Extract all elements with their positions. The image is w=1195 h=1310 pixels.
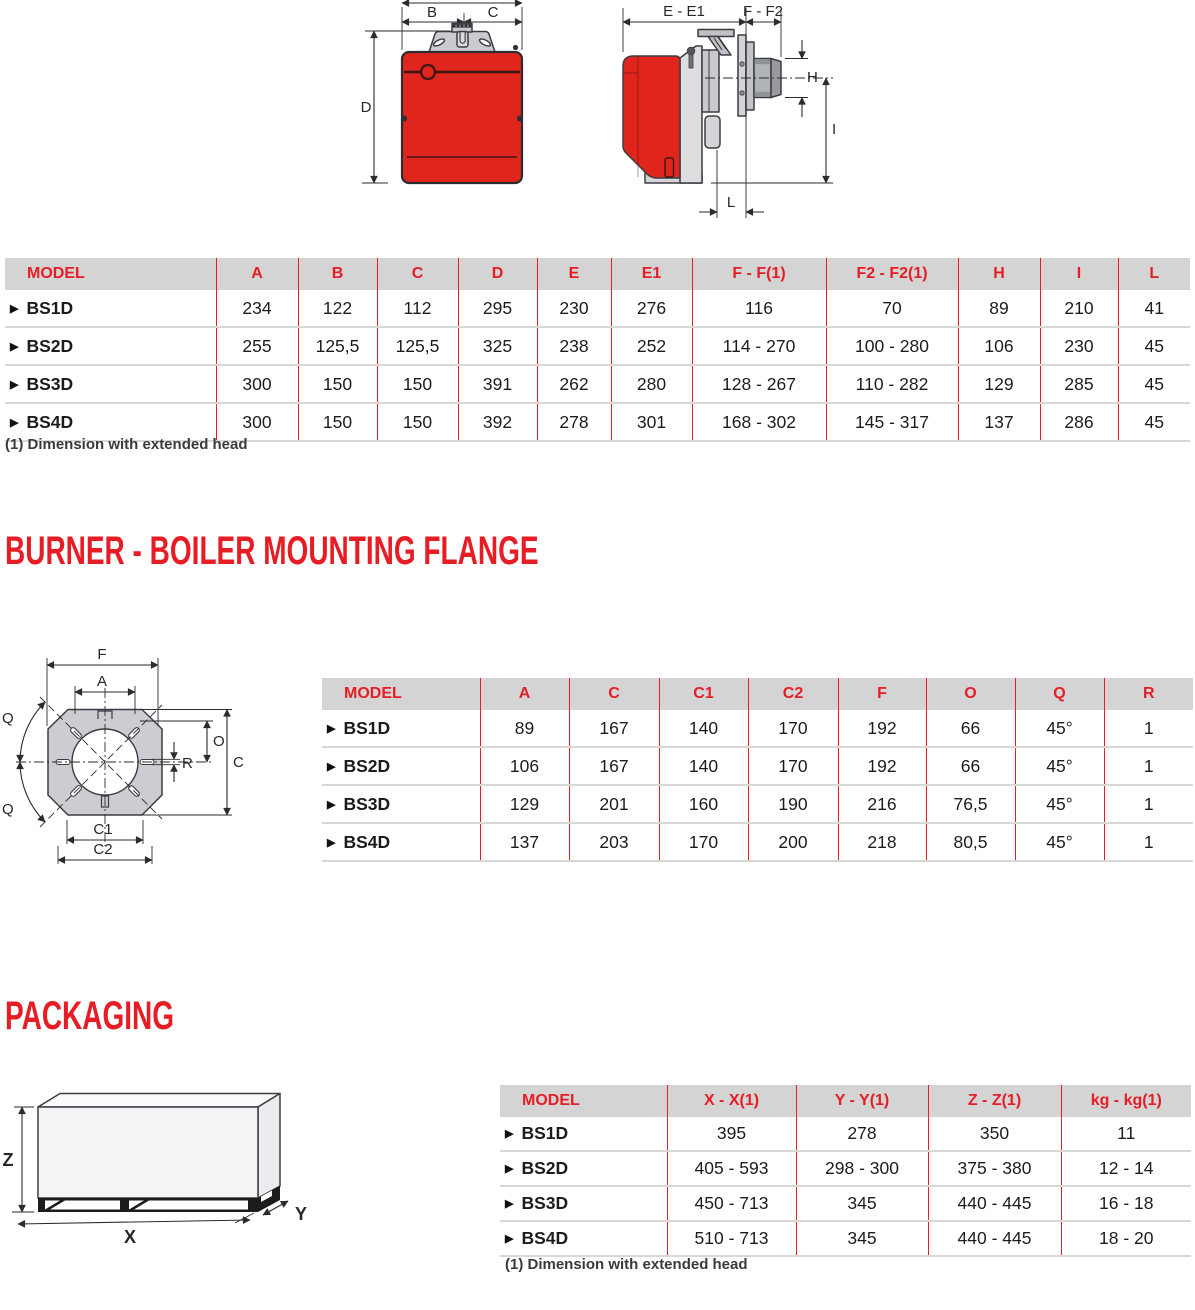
dim-label-c1: C1 <box>93 821 113 838</box>
value-cell: 45 <box>1118 403 1190 441</box>
value-cell: 1 <box>1104 785 1193 823</box>
flange-table <box>322 678 1193 862</box>
model-name: BS3D <box>343 793 391 814</box>
value-cell: 16 - 18 <box>1061 1186 1191 1221</box>
value-cell: 300 <box>216 365 298 403</box>
value-cell: 145 - 317 <box>826 403 958 441</box>
dim-label-y: Y <box>295 1204 308 1224</box>
value-cell: 129 <box>958 365 1040 403</box>
value-cell: 210 <box>1040 290 1118 327</box>
value-cell: 150 <box>298 365 377 403</box>
value-cell: 278 <box>796 1117 928 1151</box>
value-cell: 392 <box>458 403 537 441</box>
value-cell: 140 <box>659 747 748 785</box>
value-cell: 345 <box>796 1186 928 1221</box>
table-header-row <box>500 1085 1191 1117</box>
col-header: L <box>1118 258 1190 290</box>
dim-label-e-e1: E - E1 <box>663 3 705 20</box>
model-name: BS3D <box>26 373 74 394</box>
model-name: BS1D <box>26 297 74 318</box>
screw-dot-icon <box>401 116 407 122</box>
model-cell <box>322 823 480 861</box>
value-cell: 405 - 593 <box>667 1151 796 1186</box>
value-cell: 89 <box>958 290 1040 327</box>
col-header: F - F(1) <box>692 258 826 290</box>
value-cell: 11 <box>1061 1117 1191 1151</box>
model-cell <box>500 1186 667 1221</box>
value-cell: 170 <box>748 747 838 785</box>
row-marker-icon: ▶ <box>10 378 19 391</box>
value-cell: 262 <box>537 365 611 403</box>
value-cell: 218 <box>838 823 926 861</box>
col-header: B <box>298 258 377 290</box>
row-marker-icon: ▶ <box>505 1163 514 1175</box>
bolt-icon <box>689 54 693 68</box>
value-cell: 112 <box>377 290 458 327</box>
col-header: F2 - F2(1) <box>826 258 958 290</box>
packaging-diagram <box>0 1060 360 1260</box>
row-marker-icon: ▶ <box>10 340 19 353</box>
col-header: Y - Y(1) <box>796 1085 928 1117</box>
value-cell: 168 - 302 <box>692 403 826 441</box>
dim-label-d: D <box>360 99 372 116</box>
value-cell: 298 - 300 <box>796 1151 928 1186</box>
table-row <box>500 1151 1191 1186</box>
row-marker-icon: ▶ <box>505 1233 514 1245</box>
value-cell: 216 <box>838 785 926 823</box>
value-cell: 150 <box>377 365 458 403</box>
value-cell: 450 - 713 <box>667 1186 796 1221</box>
row-marker-icon: ▶ <box>505 1198 514 1210</box>
model-cell <box>322 710 480 747</box>
model-name: BS4D <box>521 1228 569 1248</box>
dim-label-l: L <box>726 194 736 211</box>
col-header: O <box>926 678 1015 710</box>
model-name: BS2D <box>343 755 391 776</box>
model-name: BS1D <box>521 1123 569 1143</box>
dim-label-r: R <box>182 755 193 772</box>
model-cell <box>5 327 216 365</box>
value-cell: 300 <box>216 403 298 441</box>
screw-dot-icon <box>513 45 518 50</box>
burner-front-body <box>401 24 523 184</box>
value-cell: 66 <box>926 710 1015 747</box>
dim-label-z: Z <box>2 1150 14 1170</box>
table-header-row <box>5 258 1190 290</box>
row-marker-icon: ▶ <box>505 1128 514 1140</box>
value-cell: 345 <box>796 1221 928 1256</box>
col-header: C <box>569 678 659 710</box>
value-cell: 170 <box>659 823 748 861</box>
value-cell: 170 <box>748 710 838 747</box>
value-cell: 45° <box>1015 785 1104 823</box>
model-name: BS1D <box>343 717 391 738</box>
col-header: H <box>958 258 1040 290</box>
table-row <box>5 290 1190 327</box>
value-cell: 167 <box>569 747 659 785</box>
col-header: MODEL <box>5 258 216 290</box>
value-cell: 106 <box>480 747 569 785</box>
value-cell: 192 <box>838 710 926 747</box>
dim-label-o: O <box>213 733 225 750</box>
value-cell: 286 <box>1040 403 1118 441</box>
value-cell: 276 <box>611 290 692 327</box>
model-name: BS2D <box>521 1158 569 1178</box>
package-box <box>38 1094 280 1213</box>
value-cell: 45° <box>1015 747 1104 785</box>
value-cell: 100 - 280 <box>826 327 958 365</box>
model-name: BS4D <box>26 411 74 432</box>
col-header: I <box>1040 258 1118 290</box>
value-cell: 129 <box>480 785 569 823</box>
burner-side-body <box>623 30 781 184</box>
value-cell: 150 <box>298 403 377 441</box>
dim-label-c: C <box>487 4 499 21</box>
col-header: kg - kg(1) <box>1061 1085 1191 1117</box>
packaging-footnote: (1) Dimension with extended head <box>505 1256 748 1273</box>
value-cell: 510 - 713 <box>667 1221 796 1256</box>
dim-label-f: F <box>97 646 107 663</box>
value-cell: 70 <box>826 290 958 327</box>
value-cell: 278 <box>537 403 611 441</box>
value-cell: 140 <box>659 710 748 747</box>
value-cell: 66 <box>926 747 1015 785</box>
row-marker-icon: ▶ <box>327 798 336 811</box>
dim-label-c: C <box>233 754 244 771</box>
table-row <box>5 327 1190 365</box>
screw-dot-icon <box>517 116 523 122</box>
dim-label-q2: Q <box>2 801 14 818</box>
value-cell: 440 - 445 <box>928 1186 1061 1221</box>
value-cell: 395 <box>667 1117 796 1151</box>
model-cell <box>322 785 480 823</box>
dim-label-x: X <box>123 1227 137 1247</box>
value-cell: 440 - 445 <box>928 1221 1061 1256</box>
table-row <box>322 710 1193 747</box>
value-cell: 110 - 282 <box>826 365 958 403</box>
table-header-row <box>322 678 1193 710</box>
sight-glass-icon <box>421 65 435 79</box>
model-cell <box>500 1221 667 1256</box>
value-cell: 122 <box>298 290 377 327</box>
value-cell: 255 <box>216 327 298 365</box>
value-cell: 150 <box>377 403 458 441</box>
col-header: A <box>216 258 298 290</box>
dim-label-c2: C2 <box>93 841 113 858</box>
table-row <box>5 365 1190 403</box>
table-row <box>322 747 1193 785</box>
row-marker-icon: ▶ <box>327 836 336 849</box>
value-cell: 295 <box>458 290 537 327</box>
flange-section-title: BURNER - BOILER MOUNTING FLANGE <box>5 529 539 573</box>
col-header: D <box>458 258 537 290</box>
value-cell: 106 <box>958 327 1040 365</box>
row-marker-icon: ▶ <box>327 760 336 773</box>
value-cell: 200 <box>748 823 838 861</box>
row-marker-icon: ▶ <box>10 302 19 315</box>
value-cell: 201 <box>569 785 659 823</box>
value-cell: 252 <box>611 327 692 365</box>
packaging-table <box>500 1085 1191 1257</box>
value-cell: 128 - 267 <box>692 365 826 403</box>
col-header: X - X(1) <box>667 1085 796 1117</box>
dim-label-h: H <box>807 69 818 86</box>
dimensions-table <box>5 258 1190 442</box>
value-cell: 1 <box>1104 747 1193 785</box>
value-cell: 114 - 270 <box>692 327 826 365</box>
model-cell <box>5 365 216 403</box>
col-header: C <box>377 258 458 290</box>
table-row <box>500 1117 1191 1151</box>
dim-label-a: A <box>96 673 108 690</box>
burner-front-view-diagram <box>360 0 565 218</box>
value-cell: 167 <box>569 710 659 747</box>
value-cell: 125,5 <box>377 327 458 365</box>
value-cell: 301 <box>611 403 692 441</box>
value-cell: 375 - 380 <box>928 1151 1061 1186</box>
value-cell: 89 <box>480 710 569 747</box>
col-header: C1 <box>659 678 748 710</box>
value-cell: 137 <box>958 403 1040 441</box>
value-cell: 203 <box>569 823 659 861</box>
value-cell: 230 <box>1040 327 1118 365</box>
dimensions-footnote: (1) Dimension with extended head <box>5 436 248 453</box>
dim-label-f-f2: F - F2 <box>743 3 783 20</box>
value-cell: 137 <box>480 823 569 861</box>
value-cell: 160 <box>659 785 748 823</box>
col-header: E1 <box>611 258 692 290</box>
value-cell: 234 <box>216 290 298 327</box>
table-row <box>322 785 1193 823</box>
value-cell: 238 <box>537 327 611 365</box>
col-header: MODEL <box>500 1085 667 1117</box>
value-cell: 192 <box>838 747 926 785</box>
model-cell <box>322 747 480 785</box>
value-cell: 80,5 <box>926 823 1015 861</box>
value-cell: 12 - 14 <box>1061 1151 1191 1186</box>
value-cell: 350 <box>928 1117 1061 1151</box>
value-cell: 285 <box>1040 365 1118 403</box>
model-name: BS2D <box>26 335 74 356</box>
model-name: BS4D <box>343 831 391 852</box>
table-row <box>500 1221 1191 1256</box>
dim-label-i: I <box>832 121 837 138</box>
value-cell: 1 <box>1104 710 1193 747</box>
col-header: R <box>1104 678 1193 710</box>
col-header: A <box>480 678 569 710</box>
value-cell: 45° <box>1015 823 1104 861</box>
col-header: F <box>838 678 926 710</box>
burner-side-view-diagram <box>605 0 855 230</box>
mounting-flange-diagram <box>0 630 320 880</box>
value-cell: 45 <box>1118 365 1190 403</box>
packaging-section-title: PACKAGING <box>5 994 175 1038</box>
row-marker-icon: ▶ <box>10 416 19 429</box>
model-cell <box>5 290 216 327</box>
value-cell: 190 <box>748 785 838 823</box>
value-cell: 280 <box>611 365 692 403</box>
dim-label-q1: Q <box>2 710 14 727</box>
value-cell: 45° <box>1015 710 1104 747</box>
value-cell: 391 <box>458 365 537 403</box>
row-marker-icon: ▶ <box>327 722 336 735</box>
col-header: E <box>537 258 611 290</box>
col-header: Z - Z(1) <box>928 1085 1061 1117</box>
col-header: MODEL <box>322 678 480 710</box>
model-cell <box>500 1151 667 1186</box>
value-cell: 41 <box>1118 290 1190 327</box>
value-cell: 116 <box>692 290 826 327</box>
value-cell: 45 <box>1118 327 1190 365</box>
model-name: BS3D <box>521 1193 569 1213</box>
value-cell: 230 <box>537 290 611 327</box>
value-cell: 18 - 20 <box>1061 1221 1191 1256</box>
value-cell: 76,5 <box>926 785 1015 823</box>
value-cell: 325 <box>458 327 537 365</box>
table-row <box>500 1186 1191 1221</box>
dim-label-b: B <box>426 4 438 21</box>
model-cell <box>500 1117 667 1151</box>
value-cell: 1 <box>1104 823 1193 861</box>
col-header: Q <box>1015 678 1104 710</box>
value-cell: 125,5 <box>298 327 377 365</box>
table-row <box>322 823 1193 861</box>
col-header: C2 <box>748 678 838 710</box>
